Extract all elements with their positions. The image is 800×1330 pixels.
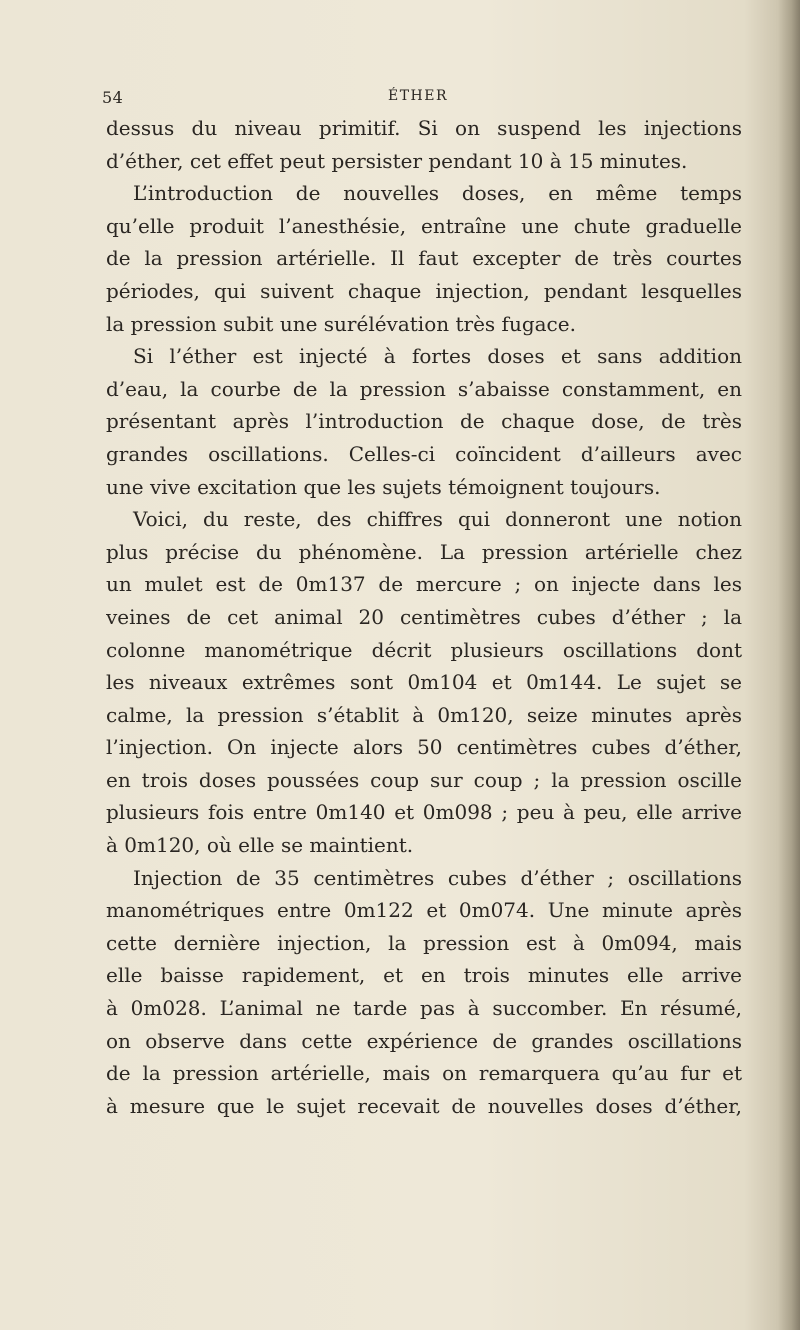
text-line: on observe dans cette expérience de grandes oscillations bbox=[106, 1028, 742, 1053]
page-gutter-shadow bbox=[778, 0, 800, 1330]
text-line: Injection de 35 centimètres cubes d’éther ; oscillations bbox=[133, 865, 742, 890]
text-line: plusieurs fois entre 0m140 et 0m098 ; peu à peu, elle arrive bbox=[106, 800, 742, 825]
page-header bbox=[0, 88, 800, 112]
text-line: L’introduction de nouvelles doses, en même temps bbox=[133, 181, 742, 206]
text-line: les niveaux extrêmes sont 0m104 et 0m144. Le sujet se bbox=[106, 670, 742, 695]
body-text bbox=[106, 112, 742, 1122]
text-line: plus précise du phénomène. La pression artérielle chez bbox=[106, 539, 742, 564]
text-line: elle baisse rapidement, et en trois minutes elle arrive bbox=[106, 963, 742, 988]
text-line: à mesure que le sujet recevait de nouvelles doses d’éther, bbox=[106, 1093, 742, 1118]
text-line: dessus du niveau primitif. Si on suspend les injections bbox=[106, 116, 742, 140]
text-line: calme, la pression s’établit à 0m120, seize minutes après bbox=[106, 702, 742, 727]
text-line: l’injection. On injecte alors 50 centimètres cubes d’éther, bbox=[106, 735, 742, 760]
text-line: colonne manométrique décrit plusieurs oscillations dont bbox=[106, 637, 742, 662]
text-line: veines de cet animal 20 centimètres cubes d’éther ; la bbox=[106, 604, 742, 629]
text-line: grandes oscillations. Celles-ci coïncident d’ailleurs avec bbox=[106, 441, 742, 466]
text-line: à 0m028. L’animal ne tarde pas à succomber. En résumé, bbox=[106, 996, 742, 1021]
text-line: présentant après l’introduction de chaque dose, de très bbox=[106, 409, 742, 434]
text-line: cette dernière injection, la pression est à 0m094, mais bbox=[106, 930, 742, 955]
page-number: 54 bbox=[102, 88, 124, 107]
running-head: ÉTHER bbox=[388, 88, 449, 104]
text-line: la pression subit une surélévation très fugace. bbox=[106, 311, 576, 336]
text-line: en trois doses poussées coup sur coup ; la pression oscille bbox=[106, 767, 742, 792]
text-line: qu’elle produit l’anesthésie, entraîne une chute graduelle bbox=[106, 213, 742, 238]
text-line: de la pression artérielle, mais on remarquera qu’au fur et bbox=[106, 1061, 742, 1086]
text-line: à 0m120, où elle se maintient. bbox=[106, 833, 414, 858]
text-line: manométriques entre 0m122 et 0m074. Une minute après bbox=[106, 898, 742, 923]
text-line: d’éther, cet effet peut persister pendant 10 à 15 minutes. bbox=[106, 148, 688, 173]
text-line: Voici, du reste, des chiffres qui donneront une notion bbox=[133, 507, 742, 532]
text-line: Si l’éther est injecté à fortes doses et sans addition bbox=[133, 344, 742, 369]
text-line: un mulet est de 0m137 de mercure ; on injecte dans les bbox=[106, 572, 742, 597]
text-line: d’eau, la courbe de la pression s’abaisse constamment, en bbox=[106, 376, 742, 401]
text-line: périodes, qui suivent chaque injection, pendant lesquelles bbox=[106, 278, 742, 303]
text-line: une vive excitation que les sujets témoignent toujours. bbox=[106, 474, 661, 499]
text-line: de la pression artérielle. Il faut excepter de très courtes bbox=[106, 246, 742, 271]
